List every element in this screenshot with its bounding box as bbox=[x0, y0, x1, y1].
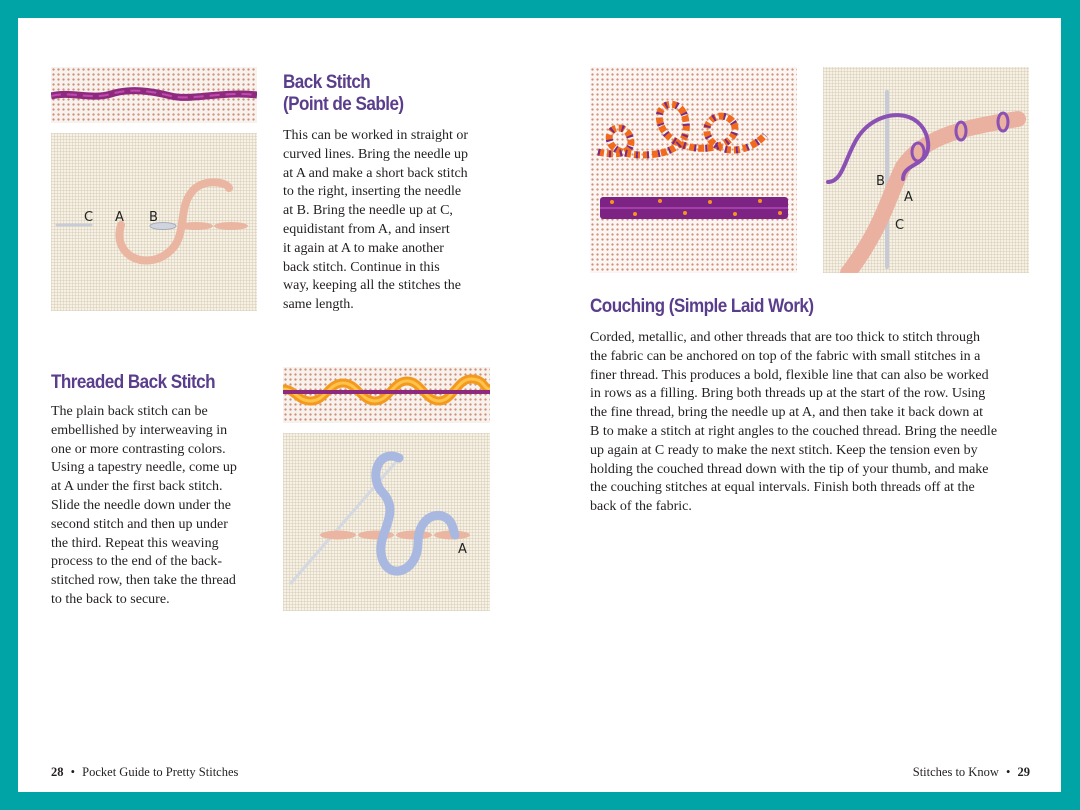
page-number: 29 bbox=[1017, 765, 1030, 779]
body-line: it again at A to make another bbox=[283, 240, 444, 256]
page-number: 28 bbox=[51, 765, 64, 779]
body-line: up again at C ready to make the next stitch. Keep the tension even by bbox=[590, 442, 978, 458]
body-line: back of the fabric. bbox=[590, 499, 692, 515]
book-title: Pocket Guide to Pretty Stitches bbox=[82, 765, 239, 779]
threaded-back-stitch-sample-photo bbox=[283, 367, 490, 423]
body-line: same length. bbox=[283, 297, 354, 313]
body-line: stitched row, then take the thread bbox=[51, 573, 236, 589]
label-a: A bbox=[458, 542, 467, 557]
back-stitch-sample-photo bbox=[51, 67, 257, 123]
label-c: C bbox=[84, 210, 94, 225]
body-line: embellished by interweaving in bbox=[51, 422, 228, 438]
threaded-back-stitch-diagram bbox=[283, 433, 490, 611]
left-page-footer bbox=[51, 765, 238, 780]
body-line: The plain back stitch can be bbox=[51, 404, 208, 419]
body-line: finer thread. This produces a bold, flexible line that can also be worked bbox=[590, 367, 989, 383]
body-line: to the back to secure. bbox=[51, 591, 170, 607]
back-stitch-body bbox=[283, 127, 468, 315]
label-a: A bbox=[115, 210, 124, 225]
body-line: in rows as a filling. Bring both threads up at the start of the row. Using bbox=[590, 386, 986, 402]
body-line: holding the couched thread down with the tip of your thumb, and make bbox=[590, 461, 989, 477]
body-line: one or more contrasting colors. bbox=[51, 441, 226, 457]
needle-and-thread-diagram-icon bbox=[51, 133, 257, 311]
back-stitch-heading bbox=[283, 72, 404, 116]
heading-line-1: Back Stitch bbox=[283, 72, 371, 93]
needle-weaving-diagram-icon bbox=[283, 433, 490, 611]
label-c: C bbox=[895, 218, 905, 233]
body-line: the couching stitches at equal intervals. Finish both threads off at the bbox=[590, 480, 975, 496]
body-line: second stitch and then up under bbox=[51, 516, 228, 532]
body-line: the third. Repeat this weaving bbox=[51, 535, 219, 551]
couching-sample-photo bbox=[590, 67, 797, 273]
body-line: back stitch. Continue in this bbox=[283, 259, 440, 275]
body-line: B to make a stitch at right angles to the couched thread. Bring the needle bbox=[590, 423, 998, 439]
body-line: process to the end of the back- bbox=[51, 554, 223, 570]
body-line: the fabric can be anchored on top of the fabric with small stitches in a bbox=[590, 348, 981, 364]
body-line: at B. Bring the needle up at C, bbox=[283, 203, 453, 219]
body-line: Using a tapestry needle, come up bbox=[51, 460, 237, 476]
heading-line-2: (Point de Sable) bbox=[283, 94, 404, 115]
body-line: to the right, inserting the needle bbox=[283, 184, 462, 200]
body-line: Corded, metallic, and other threads that are too thick to stitch through bbox=[590, 330, 980, 345]
back-stitch-diagram bbox=[51, 133, 257, 311]
body-line: equidistant from A, and insert bbox=[283, 221, 450, 237]
right-page-footer bbox=[913, 765, 1030, 780]
label-a: A bbox=[904, 190, 913, 205]
threaded-back-stitch-heading: Threaded Back Stitch bbox=[51, 372, 216, 393]
section-title: Stitches to Know bbox=[912, 765, 999, 779]
body-line: at A under the first back stitch. bbox=[51, 479, 223, 495]
body-line: curved lines. Bring the needle up bbox=[283, 146, 469, 162]
body-line: This can be worked in straight or bbox=[283, 128, 469, 143]
threaded-back-stitch-body bbox=[51, 403, 237, 610]
couching-body bbox=[590, 329, 997, 517]
body-line: at A and make a short back stitch bbox=[283, 165, 468, 181]
couching-loops-icon bbox=[590, 67, 797, 273]
body-line: the fine thread, bring the needle up at A, and then take it back down at bbox=[590, 405, 984, 421]
purple-back-stitch-line-icon bbox=[51, 67, 257, 123]
couching-heading: Couching (Simple Laid Work) bbox=[590, 296, 814, 317]
body-line: way, keeping all the stitches the bbox=[283, 278, 461, 294]
body-line: Slide the needle down under the bbox=[51, 497, 232, 513]
footer-bullet: • bbox=[1005, 765, 1011, 779]
footer-bullet: • bbox=[70, 765, 76, 779]
label-b: B bbox=[876, 174, 885, 189]
couching-needle-diagram-icon bbox=[823, 67, 1029, 273]
couching-diagram bbox=[823, 67, 1029, 273]
orange-wave-thread-icon bbox=[283, 367, 490, 423]
label-b: B bbox=[149, 210, 158, 225]
